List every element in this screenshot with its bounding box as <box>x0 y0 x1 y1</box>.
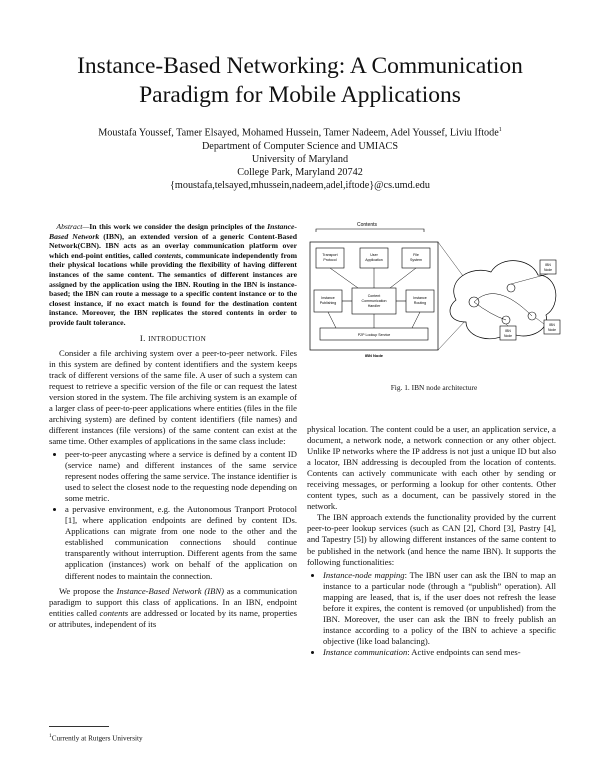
svg-text:Node: Node <box>543 268 553 272</box>
svg-text:Transport: Transport <box>322 253 338 257</box>
emails: {moustafa,telsayed,mhussein,nadeem,adel,iftode}@cs.umd.edu <box>170 180 430 192</box>
svg-text:Content: Content <box>367 294 381 298</box>
intro-paragraph-2: We propose the Instance-Based Network (IBN) as a communication paradigm to support this class of applications. In an IBN, endpoint entities called contents are addressed or located by its name, properties or attributes, independent of its <box>49 585 297 629</box>
ibn-architecture-figure <box>306 220 562 400</box>
footnote-rule <box>49 726 109 727</box>
author-block <box>40 124 560 192</box>
right-paragraph-2: The IBN approach extends the functionality provided by the current peer-to-peer lookup services (such as CAN [2], Chord [3], Pastry [4], and Tapestry [5]) by allowing different instances of the same content to be published in the network (and hence the name IBN). It supports the following functionalities: <box>307 512 556 567</box>
figure-diagram <box>306 220 562 380</box>
abstract-label: Abstract <box>56 222 83 231</box>
list-item: • Instance communication: Active endpoints can send mes- <box>323 647 556 658</box>
paper-title: Instance-Based Networking: A Communication Paradigm for Mobile Applications <box>77 53 523 108</box>
department: Department of Computer Science and UMIACS <box>201 140 399 152</box>
left-column <box>49 222 297 630</box>
svg-text:P2P Lookup Service: P2P Lookup Service <box>357 333 391 337</box>
intro-paragraph-1: Consider a file archiving system over a peer-to-peer network. Files in this system are defined by content identifiers and the system keeps track of different versions of the same file. A user of such a system can request to retrieve a specific version of the file or can request the latest version stored in the system. The file archiving system is an example of a larger class of peer-to-peer applications where entities (files in the file archiving system) are defined by content identifiers (file names) and different instances (file versions) of the same content can exist at the same time. Other examples of applications in the same class include: <box>49 347 297 446</box>
footnote: $^1$Currently at Rutgers University <box>49 726 297 742</box>
author-names: Moustafa Youssef, Tamer Elsayed, Mohamed Hussein, Tamer Nadeem, Adel Youssef, Liviu Iftode$^1$ <box>98 127 502 139</box>
ibn-node-label: IBN Node <box>365 353 383 358</box>
network-node <box>507 284 515 292</box>
svg-text:Routing: Routing <box>413 301 427 305</box>
svg-text:Protocol: Protocol <box>323 258 337 262</box>
svg-text:Node: Node <box>503 334 513 338</box>
right-paragraph-1: physical location. The content could be a user, an application service, a document, a network node, a network connection or any other object. Unlike IP networks where the IP address is not just a unique ID but also a locator, IBN addressing is decoupled from the location of contents. Contents can actively communicate with each other by sending or receiving messages, or performing a lookup for other contents. Other content types, such as a document, can be passively stored in the network. <box>307 424 556 512</box>
list-item: • a pervasive environment, e.g. the Autonomous Tranport Protocol [1], where application endpoints are defined by content IDs. Applications can migrate from one node to the other and the established communication connections should continue transparently without interruption. Different agents from the same application (instances) work on behalf of the application on different nodes to maintain the connection. <box>65 504 297 581</box>
application-list <box>49 449 297 582</box>
section-heading: I. INTRODUCTION <box>139 332 207 343</box>
svg-text:Instance: Instance <box>321 296 335 300</box>
svg-text:File: File <box>413 253 419 257</box>
abstract: Abstract—In this work we consider the design principles of the Instance-Based Network (IBN), an extended version of a generic Content-Based Network(CBN). IBN acts as an overlay communication platform over which end-point entities, called contents, communicate independently from their physical locations while providing the flexibility of having different instances of the same content. The semantics of different instances are assigned by the application using the IBN. Routing in the IBN is instance-based; the IBN can route a message to a specific content instance or to the closest instance, if no exact match is found for the destination content instance. Moreover, the IBN replicates the stored contents in order to provide fault tolerance. <box>49 222 298 327</box>
svg-text:IBN: IBN <box>545 263 551 267</box>
svg-text:Communication: Communication <box>361 299 387 303</box>
list-item: • Instance-node mapping: The IBN user can ask the IBN to map an instance to a particular node (through a “publish” operation). All mapping are leased, that is, if the user does not refresh the lease before it expires, the content is removed (or unpublished) from the IBN. Moreover, the user can ask the IBN to freely publish an instance according to a policy of the IBN to achieve a specific objective (like load balancing). <box>323 570 556 647</box>
svg-text:Instance: Instance <box>413 296 427 300</box>
svg-text:Handler: Handler <box>367 304 381 308</box>
svg-text:Application: Application <box>365 258 383 262</box>
list-item: • peer-to-peer anycasting where a service is defined by a content ID (service name) and different instances of the same service represent nodes offering the same service. The instance identifier is used to select the closest node to the requesting node depending on some metric. <box>65 449 297 504</box>
functionality-list <box>307 570 556 658</box>
right-column <box>307 424 556 662</box>
svg-text:Node: Node <box>547 328 557 332</box>
university: University of Maryland <box>251 153 349 165</box>
city: College Park, Maryland 20742 <box>237 167 363 178</box>
figure-caption: Fig. 1. IBN node architecture <box>390 383 478 392</box>
svg-text:Publishing: Publishing <box>319 301 337 305</box>
svg-text:IBN: IBN <box>505 329 511 333</box>
svg-text:IBN: IBN <box>549 323 555 327</box>
svg-text:User: User <box>370 253 378 257</box>
contents-label: Contents <box>356 222 378 228</box>
svg-text:System: System <box>410 258 422 262</box>
